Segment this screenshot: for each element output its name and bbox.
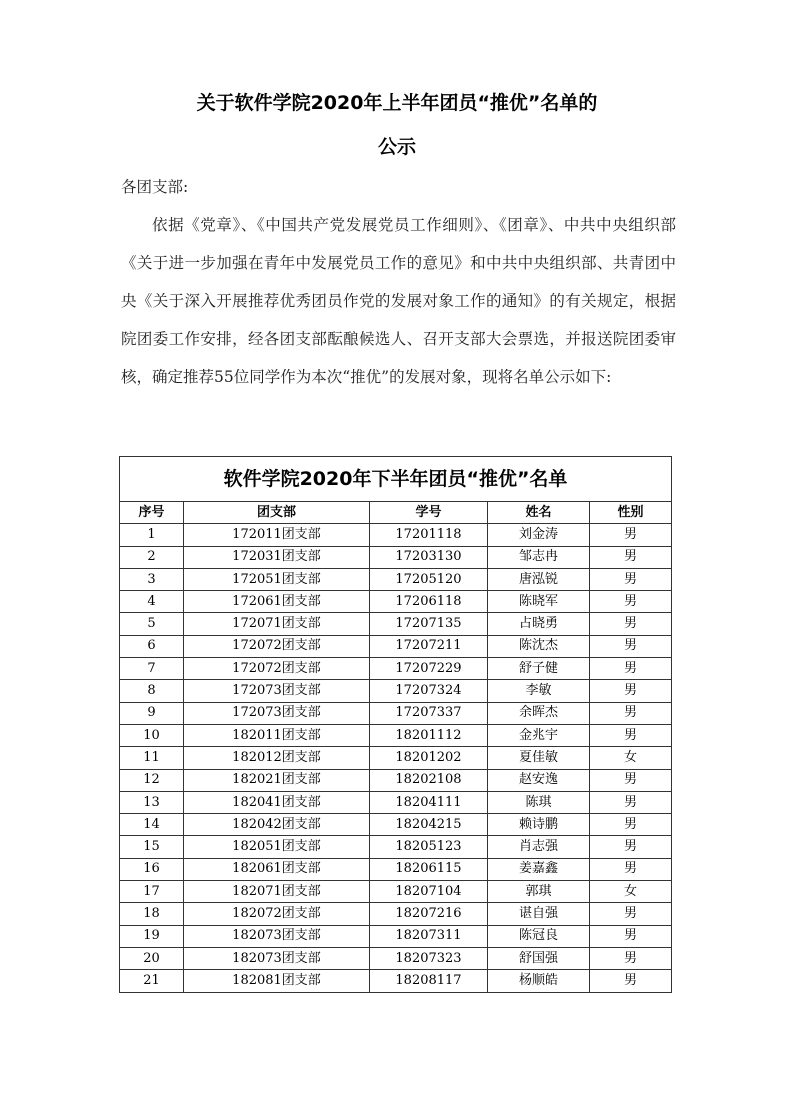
cell-index: 5 — [120, 613, 184, 635]
cell-index: 18 — [120, 903, 184, 925]
cell-student-id: 18206115 — [370, 858, 488, 880]
cell-name: 姜嘉鑫 — [488, 858, 590, 880]
cell-student-id: 18205123 — [370, 836, 488, 858]
cell-name: 杨顺皓 — [488, 970, 590, 992]
header-name: 姓名 — [488, 502, 590, 524]
table-row — [120, 613, 672, 635]
header-index: 序号 — [120, 502, 184, 524]
cell-gender: 男 — [590, 635, 672, 657]
table-row — [120, 858, 672, 880]
header-branch: 团支部 — [184, 502, 370, 524]
cell-gender: 男 — [590, 524, 672, 546]
table-row — [120, 970, 672, 992]
table-row — [120, 769, 672, 791]
table-row — [120, 568, 672, 590]
cell-index: 10 — [120, 724, 184, 746]
cell-index: 1 — [120, 524, 184, 546]
cell-branch: 172061团支部 — [184, 591, 370, 613]
cell-gender: 男 — [590, 791, 672, 813]
cell-student-id: 17207211 — [370, 635, 488, 657]
cell-name: 余晖杰 — [488, 702, 590, 724]
cell-name: 刘金涛 — [488, 524, 590, 546]
cell-gender: 男 — [590, 903, 672, 925]
cell-index: 20 — [120, 947, 184, 969]
cell-branch: 182021团支部 — [184, 769, 370, 791]
cell-name: 邹志冉 — [488, 546, 590, 568]
cell-branch: 182073团支部 — [184, 925, 370, 947]
cell-name: 舒国强 — [488, 947, 590, 969]
cell-index: 9 — [120, 702, 184, 724]
cell-name: 谌自强 — [488, 903, 590, 925]
cell-index: 16 — [120, 858, 184, 880]
cell-student-id: 18202108 — [370, 769, 488, 791]
cell-student-id: 17207324 — [370, 680, 488, 702]
document-title-line2: 公示 — [377, 136, 416, 158]
roster-table — [119, 456, 672, 993]
cell-gender: 男 — [590, 836, 672, 858]
cell-branch: 172051团支部 — [184, 568, 370, 590]
cell-branch: 182011团支部 — [184, 724, 370, 746]
cell-name: 唐泓锐 — [488, 568, 590, 590]
cell-gender: 男 — [590, 925, 672, 947]
cell-student-id: 18207323 — [370, 947, 488, 969]
cell-branch: 172011团支部 — [184, 524, 370, 546]
table-row — [120, 658, 672, 680]
table-row — [120, 947, 672, 969]
body-paragraph: 依据《党章》、《中国共产党发展党员工作细则》、《团章》、中共中央组织部《关于进一步加强在青年中发展党员工作的意见》和中共中央组织部、共青团中央《关于深入开展推荐优秀团员作党的发展对象工作的通知》的有关规定，根据院团委工作安排，经各团支部酝酿候选人、召开支部大会票选，并报送院团委审核，确定推荐55位同学作为本次“推优”的发展对象，现将名单公示如下: — [121, 216, 676, 386]
cell-gender: 女 — [590, 747, 672, 769]
cell-gender: 男 — [590, 970, 672, 992]
cell-gender: 男 — [590, 769, 672, 791]
salutation: 各团支部: — [121, 178, 189, 196]
cell-gender: 男 — [590, 613, 672, 635]
cell-student-id: 17203130 — [370, 546, 488, 568]
table-header-row — [120, 502, 672, 524]
cell-branch: 182073团支部 — [184, 947, 370, 969]
cell-name: 金兆宇 — [488, 724, 590, 746]
cell-branch: 182041团支部 — [184, 791, 370, 813]
cell-branch: 182051团支部 — [184, 836, 370, 858]
cell-branch: 182012团支部 — [184, 747, 370, 769]
cell-student-id: 18207216 — [370, 903, 488, 925]
cell-name: 陈琪 — [488, 791, 590, 813]
table-row — [120, 791, 672, 813]
header-gender: 性别 — [590, 502, 672, 524]
cell-branch: 172031团支部 — [184, 546, 370, 568]
cell-index: 7 — [120, 658, 184, 680]
cell-student-id: 18208117 — [370, 970, 488, 992]
cell-name: 陈冠良 — [488, 925, 590, 947]
cell-branch: 172071团支部 — [184, 613, 370, 635]
cell-student-id: 18201202 — [370, 747, 488, 769]
cell-index: 11 — [120, 747, 184, 769]
cell-name: 郭琪 — [488, 881, 590, 903]
table-row — [120, 836, 672, 858]
table-row — [120, 881, 672, 903]
table-row — [120, 925, 672, 947]
document-title-line1: 关于软件学院2020年上半年团员“推优”名单的 — [196, 92, 598, 114]
cell-gender: 男 — [590, 858, 672, 880]
cell-index: 15 — [120, 836, 184, 858]
table-row — [120, 546, 672, 568]
cell-gender: 男 — [590, 814, 672, 836]
cell-student-id: 18204111 — [370, 791, 488, 813]
cell-branch: 172073团支部 — [184, 680, 370, 702]
cell-name: 陈沈杰 — [488, 635, 590, 657]
cell-name: 舒子健 — [488, 658, 590, 680]
cell-student-id: 18204215 — [370, 814, 488, 836]
table-row — [120, 680, 672, 702]
cell-index: 21 — [120, 970, 184, 992]
table-row — [120, 591, 672, 613]
cell-index: 13 — [120, 791, 184, 813]
cell-gender: 男 — [590, 568, 672, 590]
table-body — [120, 524, 672, 992]
cell-name: 李敏 — [488, 680, 590, 702]
cell-index: 2 — [120, 546, 184, 568]
cell-index: 19 — [120, 925, 184, 947]
table-row — [120, 635, 672, 657]
cell-student-id: 17201118 — [370, 524, 488, 546]
cell-index: 4 — [120, 591, 184, 613]
cell-index: 3 — [120, 568, 184, 590]
cell-gender: 男 — [590, 658, 672, 680]
cell-student-id: 17207337 — [370, 702, 488, 724]
cell-index: 12 — [120, 769, 184, 791]
cell-index: 17 — [120, 881, 184, 903]
cell-index: 8 — [120, 680, 184, 702]
cell-student-id: 18207311 — [370, 925, 488, 947]
cell-gender: 男 — [590, 591, 672, 613]
cell-student-id: 17207229 — [370, 658, 488, 680]
cell-name: 赵安逸 — [488, 769, 590, 791]
table-row — [120, 814, 672, 836]
table-row — [120, 702, 672, 724]
cell-branch: 182081团支部 — [184, 970, 370, 992]
cell-branch: 172073团支部 — [184, 702, 370, 724]
cell-gender: 男 — [590, 724, 672, 746]
cell-gender: 男 — [590, 947, 672, 969]
cell-name: 夏佳敏 — [488, 747, 590, 769]
table-row — [120, 747, 672, 769]
cell-student-id: 18207104 — [370, 881, 488, 903]
cell-name: 肖志强 — [488, 836, 590, 858]
cell-index: 6 — [120, 635, 184, 657]
table-row — [120, 903, 672, 925]
cell-student-id: 17207135 — [370, 613, 488, 635]
cell-name: 陈晓军 — [488, 591, 590, 613]
cell-name: 赖诗鹏 — [488, 814, 590, 836]
cell-gender: 男 — [590, 702, 672, 724]
cell-name: 占晓勇 — [488, 613, 590, 635]
cell-gender: 女 — [590, 881, 672, 903]
header-student-id: 学号 — [370, 502, 488, 524]
cell-branch: 182071团支部 — [184, 881, 370, 903]
cell-student-id: 17205120 — [370, 568, 488, 590]
cell-branch: 172072团支部 — [184, 658, 370, 680]
cell-branch: 182042团支部 — [184, 814, 370, 836]
cell-branch: 182061团支部 — [184, 858, 370, 880]
cell-student-id: 18201112 — [370, 724, 488, 746]
table-row — [120, 524, 672, 546]
cell-branch: 182072团支部 — [184, 903, 370, 925]
cell-branch: 172072团支部 — [184, 635, 370, 657]
cell-student-id: 17206118 — [370, 591, 488, 613]
table-caption: 软件学院2020年下半年团员“推优”名单 — [120, 457, 672, 502]
cell-gender: 男 — [590, 546, 672, 568]
cell-index: 14 — [120, 814, 184, 836]
table-row — [120, 724, 672, 746]
cell-gender: 男 — [590, 680, 672, 702]
